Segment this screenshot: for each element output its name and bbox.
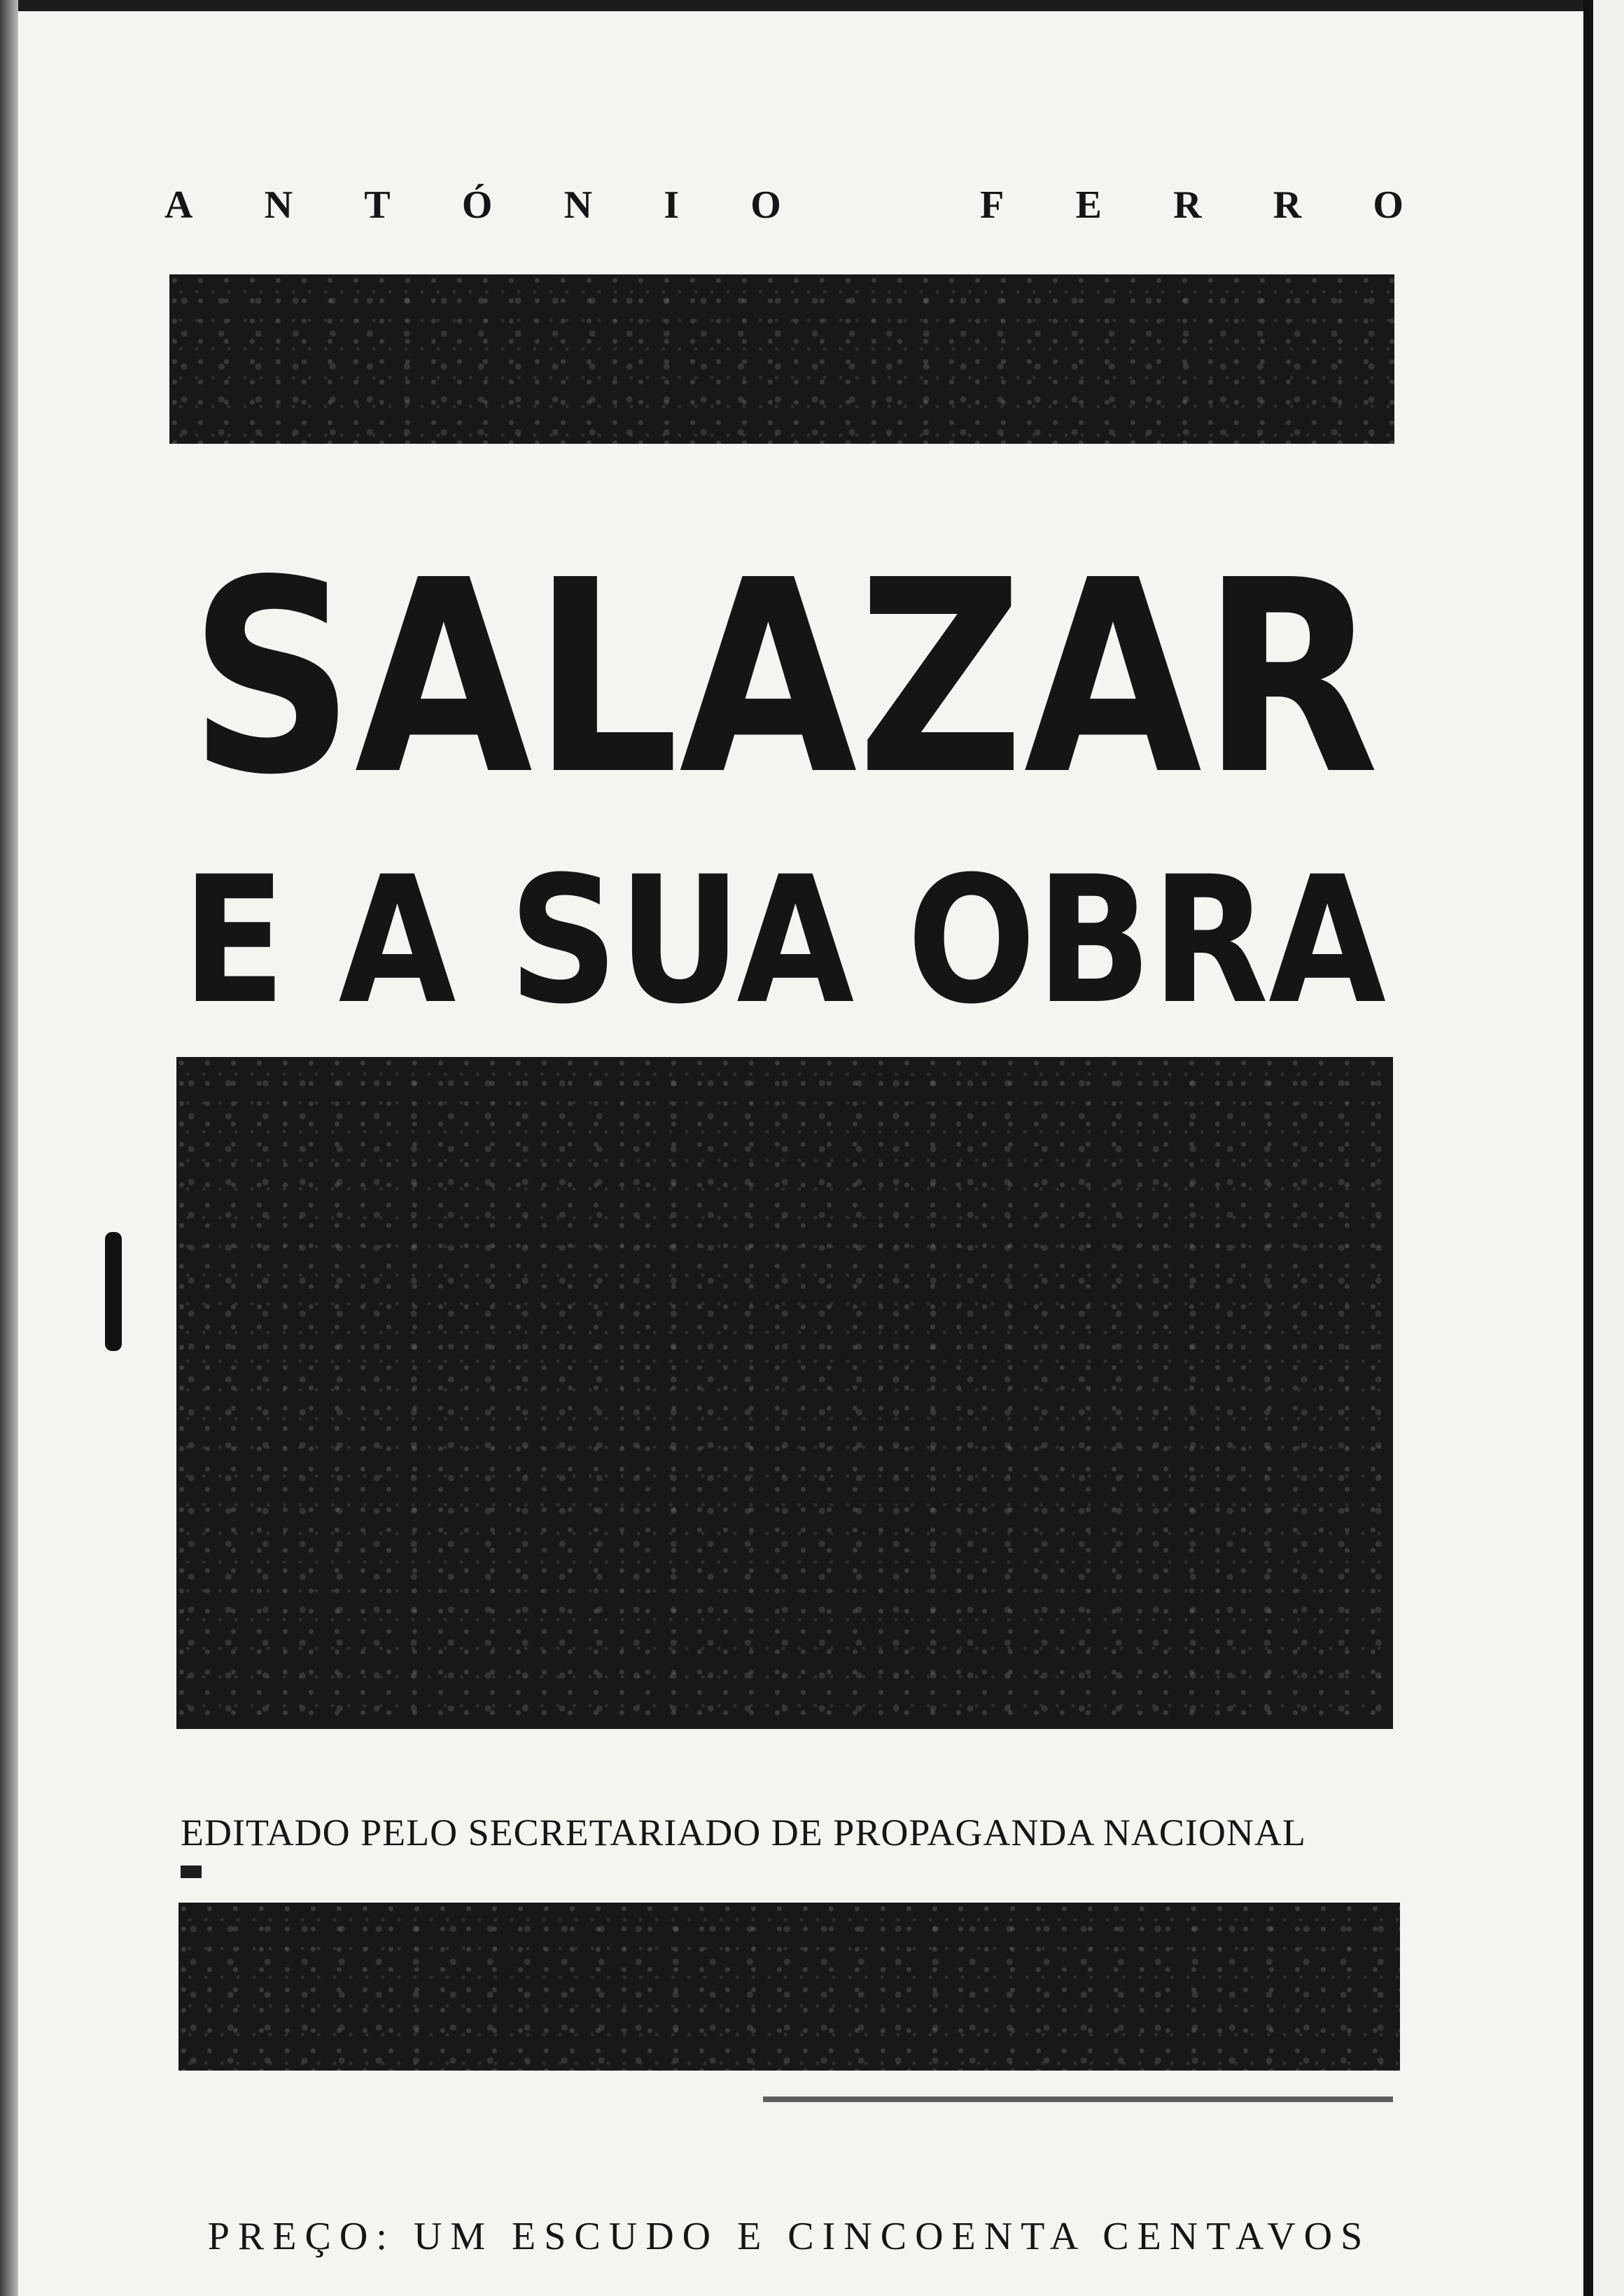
- author-letter: N: [264, 183, 293, 227]
- ink-streak: [763, 2096, 1393, 2102]
- title-line-1: SALAZAR: [189, 523, 1379, 833]
- author-letter: R: [1273, 183, 1302, 227]
- decorative-ink-block-bottom: [178, 1903, 1400, 2071]
- ink-smudge: [181, 1865, 202, 1878]
- author-letter: O: [1373, 183, 1404, 227]
- decorative-ink-block-top: [169, 274, 1394, 444]
- ink-mark-left: [105, 1232, 122, 1351]
- title-line-2: E A SUA OBRA: [182, 839, 1386, 1042]
- publisher-line: EDITADO PELO SECRETARIADO DE PROPAGANDA NACIONAL: [181, 1812, 1306, 1854]
- price-line: PREÇO: UM ESCUDO E CINCOENTA CENTAVOS: [207, 2215, 1371, 2258]
- scan-margin-right: [1593, 0, 1624, 2296]
- author-name: [164, 174, 1404, 237]
- author-letter: T: [364, 183, 391, 227]
- decorative-ink-block-center: [176, 1057, 1393, 1729]
- author-letter: N: [564, 183, 593, 227]
- scan-edge-right: [1583, 0, 1593, 2296]
- author-letter: F: [980, 183, 1004, 227]
- author-letter: E: [1075, 183, 1102, 227]
- scan-edge-top: [0, 0, 1624, 11]
- title-lettering: [168, 523, 1400, 1042]
- author-letter: A: [164, 183, 193, 227]
- author-letter: O: [750, 183, 781, 227]
- author-letter: I: [664, 183, 680, 227]
- author-letter: Ó: [461, 183, 493, 227]
- scan-edge-left: [0, 0, 18, 2296]
- author-letter: R: [1173, 183, 1202, 227]
